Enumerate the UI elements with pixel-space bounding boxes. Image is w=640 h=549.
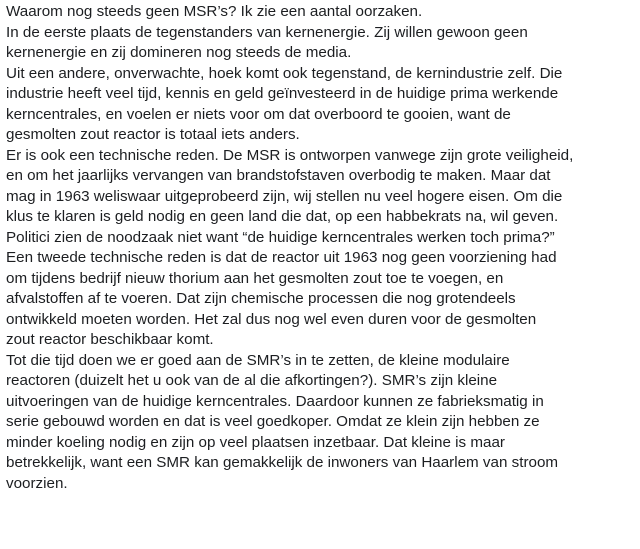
- text-line: Tot die tijd doen we er goed aan de SMR’s in te zetten, de kleine modulaire: [6, 351, 510, 369]
- text-line: serie gebouwd worden en dat is veel goedkoper. Omdat ze klein zijn hebben ze: [6, 413, 540, 430]
- text-line: voorzien.: [6, 474, 68, 492]
- text-line: klus te klaren is geld nodig en geen land die dat, op een habbekrats na, wil geven.: [6, 208, 559, 225]
- text-line: Uit een andere, onverwachte, hoek komt ook tegenstand, de kernindustrie zelf. Die: [6, 64, 563, 82]
- text-line: industrie heeft veel tijd, kennis en geld geïnvesteerd in de huidige prima werkende: [6, 85, 559, 102]
- text-line: gesmolten zout reactor is totaal iets anders.: [6, 126, 300, 143]
- text-line: zout reactor beschikbaar komt.: [6, 331, 214, 348]
- text-line: om tijdens bedrijf nieuw thorium aan het gesmolten zout toe te voegen, en: [6, 269, 504, 287]
- text-line: kerncentrales, en voelen er niets voor om dat overboord te gooien, want de: [6, 105, 511, 123]
- paragraph-causes-intro: [6, 2, 634, 23]
- text-line: uitvoeringen van de huidige kerncentrales. Daardoor kunnen ze fabrieksmatig in: [6, 392, 544, 410]
- text-line: afvalstoffen af te voeren. Dat zijn chemische processen die nog grotendeels: [6, 290, 516, 307]
- text-line: Er is ook een technische reden. De MSR is ontworpen vanwege zijn grote veiligheid,: [6, 146, 574, 164]
- paragraph-second-technical-reason: [6, 248, 634, 351]
- text-line: kernenergie en zij domineren nog steeds de media.: [6, 44, 352, 61]
- paragraph-nuclear-industry: [6, 64, 634, 146]
- paragraph-technical-reason: [6, 146, 634, 249]
- text-line: reactoren (duizelt het u ook van de al die afkortingen?). SMR’s zijn kleine: [6, 372, 498, 389]
- text-line: mag in 1963 weliswaar uitgeprobeerd zijn, wij stellen nu veel hogere eisen. Om die: [6, 187, 563, 205]
- text-line: betrekkelijk, want een SMR kan gemakkelijk de inwoners van Haarlem van stroom: [6, 454, 559, 471]
- text-line: In de eerste plaats de tegenstanders van kernenergie. Zij willen gewoon geen: [6, 23, 528, 41]
- text-line: Politici zien de noodzaak niet want “de huidige kerncentrales werken toch prima?”: [6, 228, 555, 246]
- paragraph-opponents: [6, 23, 634, 64]
- text-line: en om het jaarlijks vervangen van brandstofstaven overbodig te maken. Maar dat: [6, 167, 551, 184]
- text-line: Een tweede technische reden is dat de reactor uit 1963 nog geen voorziening had: [6, 249, 557, 266]
- paragraph-smr: [6, 351, 634, 495]
- text-line: Waarom nog steeds geen MSR’s? Ik zie een aantal oorzaken.: [6, 3, 423, 20]
- text-line: minder koeling nodig en zijn op veel plaatsen inzetbaar. Dat kleine is maar: [6, 433, 505, 451]
- text-line: ontwikkeld moeten worden. Het zal dus nog wel even duren voor de gesmolten: [6, 310, 537, 328]
